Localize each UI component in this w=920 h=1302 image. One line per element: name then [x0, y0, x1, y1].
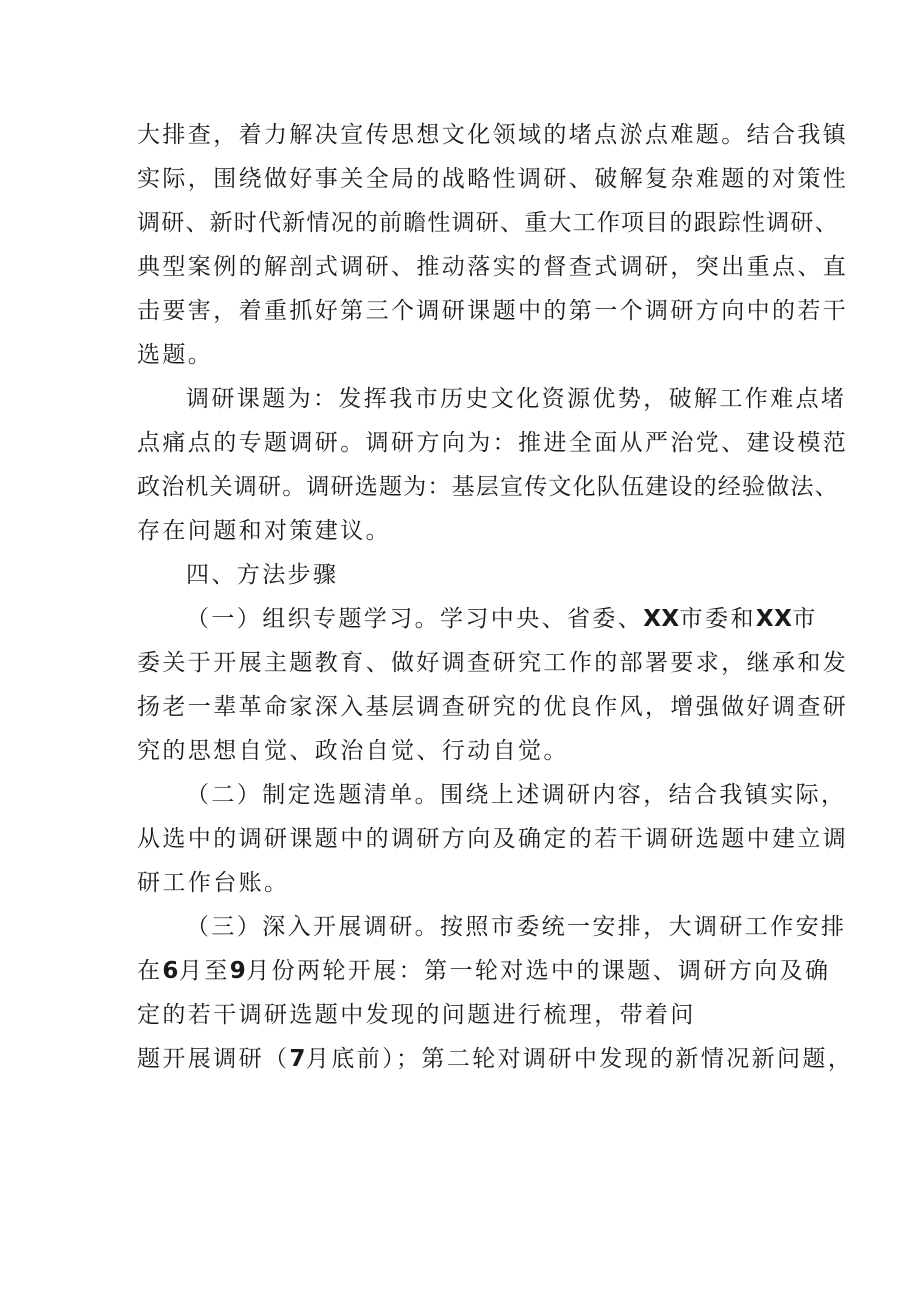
line19-month-9: 9 — [229, 958, 247, 984]
line21-text-a: 题开展调研（ — [137, 1046, 290, 1072]
paragraph-line-1: 大排查，着力解决宣传思想文化领域的堵点淤点难题。结合我镇 — [137, 122, 849, 148]
paragraph-line-18: 研工作台账。 — [137, 870, 290, 896]
paragraph-line-6: 选题。 — [137, 342, 214, 368]
paragraph-line-15: 究的思想自觉、政治自觉、行动自觉。 — [137, 738, 569, 764]
paragraph-line-17: 从选中的调研课题中的调研方向及确定的若干调研选题中建立调 — [137, 826, 849, 852]
paragraph-line-19: （三）深入开展调研。按照市委统一安排，大调研工作安排 — [186, 914, 847, 940]
paragraph-line-22 — [137, 1044, 853, 1074]
paragraph-line-21: 定的若干调研选题中发现的问题进行梳理，带着问 — [137, 1002, 696, 1028]
line19-month-6: 6 — [162, 958, 179, 984]
line21-month-7: 7 — [289, 1046, 306, 1072]
paragraph-line-9: 政治机关调研。调研选题为：基层宣传文化队伍建设的经验做法、 — [137, 474, 839, 500]
section-heading: 四、方法步骤 — [186, 562, 339, 588]
paragraph-line-10: 存在问题和对策建议。 — [137, 518, 391, 544]
line21-text-c: 月底前）；第二轮对调研中发现的新情况新问题， — [305, 1046, 854, 1072]
paragraph-line-5: 击要害，着重抓好第三个调研课题中的第一个调研方向中的若干 — [137, 298, 849, 324]
line19-text-e: 月份两轮开展：第一轮对选中的课题、调研方向及确 — [246, 958, 831, 984]
line12-xx-1: XX — [643, 606, 680, 632]
paragraph-line-20 — [137, 956, 830, 986]
paragraph-line-16: （二）制定选题清单。围绕上述调研内容，结合我镇实际， — [186, 782, 847, 808]
paragraph-line-7: 调研课题为：发挥我市历史文化资源优势，破解工作难点堵 — [186, 386, 847, 412]
line19-text-c: 月至 — [178, 958, 230, 984]
line19-text-a: 在 — [137, 958, 163, 984]
paragraph-line-14: 扬老一辈革命家深入基层调查研究的优良作风，增强做好调查研 — [137, 694, 849, 720]
line12-text-e: 市 — [792, 606, 818, 632]
line12-text-a: （一）组织专题学习。学习中央、省委、 — [186, 606, 644, 632]
paragraph-line-3: 调研、新时代新情况的前瞻性调研、重大工作项目的跟踪性调研、 — [137, 210, 839, 236]
line12-text-c: 市委和 — [679, 606, 756, 632]
paragraph-line-2: 实际，围绕做好事关全局的战略性调研、破解复杂难题的对策性 — [137, 166, 849, 192]
paragraph-line-8: 点痛点的专题调研。调研方向为：推进全面从严治党、建设模范 — [137, 430, 849, 456]
line12-xx-2: XX — [755, 606, 793, 632]
paragraph-line-13: 委关于开展主题教育、做好调查研究工作的部署要求，继承和发 — [137, 650, 849, 676]
paragraph-line-4: 典型案例的解剖式调研、推动落实的督查式调研，突出重点、直 — [137, 254, 849, 280]
paragraph-line-12 — [186, 604, 818, 634]
